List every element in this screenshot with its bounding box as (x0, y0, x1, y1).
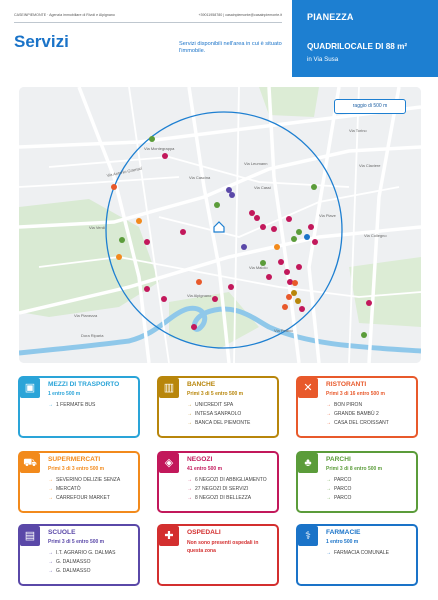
card-list-item (48, 485, 120, 494)
card-list-item (326, 485, 351, 494)
card-summary: 1 entro 500 m (48, 391, 81, 397)
card-title: FARMACIE (326, 529, 361, 536)
card-item-label: G. DALMASSO (56, 568, 91, 575)
card-summary: Primi 3 di 8 entro 500 m (326, 466, 383, 472)
card-list-item (326, 419, 389, 428)
card-list-item (48, 567, 115, 576)
card-list-item (187, 419, 250, 428)
service-card-ristoranti[interactable] (296, 376, 418, 438)
arrow-icon: → (48, 486, 53, 493)
service-card-farmacie[interactable] (296, 524, 418, 586)
arrow-icon: → (326, 402, 331, 408)
street-label: Via Collegno (364, 233, 387, 238)
card-list-item (187, 494, 267, 503)
service-card-supermercati[interactable] (18, 451, 140, 513)
school-icon: ▤ (20, 526, 40, 546)
card-item-label: 6 NEGOZI DI ABBIGLIAMENTO (195, 477, 267, 483)
card-item-label: PARCO (334, 495, 352, 502)
pharmacy-icon: ⚕ (298, 526, 318, 546)
card-item-list (326, 401, 389, 429)
service-card-negozi[interactable] (157, 451, 279, 513)
arrow-icon: → (48, 568, 53, 575)
bus-icon: ▣ (20, 378, 40, 398)
arrow-icon: → (48, 477, 53, 483)
card-item-label: PARCO (334, 477, 352, 483)
card-list-item (187, 476, 267, 485)
card-item-list (48, 549, 115, 577)
card-list-item (326, 401, 389, 410)
street-label: Via Cascina (189, 175, 211, 180)
arrow-icon: → (326, 486, 331, 493)
card-title: RISTORANTI (326, 381, 367, 388)
card-list-item (48, 494, 120, 503)
arrow-icon: → (326, 420, 331, 427)
street-label: Via Cassi (254, 185, 271, 190)
card-item-label: CASA DEL CROISSANT (334, 420, 389, 427)
street-label: Via Alpignano (187, 293, 212, 298)
card-item-label: 1 FERMATE BUS (56, 402, 96, 408)
park-icon: ♣ (298, 453, 318, 473)
card-title: SUPERMERCATI (48, 456, 101, 463)
card-item-label: BANCA DEL PIEMONTE (195, 420, 251, 427)
street-label: Via Torino (349, 128, 367, 133)
arrow-icon: → (48, 495, 53, 502)
card-summary: 1 entro 500 m (326, 539, 359, 545)
street-label: Via Pellico (274, 328, 293, 333)
street-label: Via Verdi (89, 225, 105, 230)
card-item-list (187, 476, 267, 504)
river-label: Dora Riparia (81, 333, 104, 338)
card-list-item (48, 476, 120, 485)
arrow-icon: → (326, 411, 331, 418)
card-item-label: BON PIRON (334, 402, 363, 408)
contact-line: +39011958780 | casainpiemonte@casainpiemonte.it (198, 13, 282, 17)
cart-icon: ⛟ (20, 453, 40, 473)
card-item-label: UNICREDIT SPA (195, 402, 234, 408)
card-item-list (326, 549, 389, 558)
page-title: Servizi (14, 32, 69, 51)
card-list-item (48, 558, 115, 567)
arrow-icon: → (187, 495, 192, 502)
card-item-list (48, 476, 120, 504)
hospital-icon: ✚ (159, 526, 179, 546)
service-card-parchi[interactable] (296, 451, 418, 513)
property-address: in Via Susa (307, 56, 339, 63)
card-item-list (48, 401, 95, 410)
card-list-item (326, 549, 389, 558)
card-list-item (187, 410, 250, 419)
card-item-label: G. DALMASSO (56, 559, 91, 566)
card-summary: Primi 3 di 16 entro 500 m (326, 391, 385, 397)
street-label: Via Antonio Gramsci (106, 165, 143, 178)
services-map[interactable] (19, 87, 421, 363)
card-list-item (187, 485, 267, 494)
card-item-list (326, 476, 351, 504)
card-summary: 41 entro 500 m (187, 466, 223, 472)
card-summary: Primi 3 di 5 entro 500 m (48, 539, 105, 545)
card-title: SCUOLE (48, 529, 76, 536)
street-label: Via Leumann (244, 161, 268, 166)
card-item-label: SEVERINO DELIZIE SENZA (56, 477, 121, 483)
card-list-item (187, 401, 250, 410)
agency-line: CASEINPIEMONTE · Agenzia immobiliare di Rivoli e Alpignano (14, 13, 115, 17)
service-card-banche[interactable] (157, 376, 279, 438)
property-type: QUADRILOCALE DI 88 m² (307, 42, 408, 51)
top-info-bar (14, 9, 282, 23)
radius-badge: raggio di 500 m (334, 99, 406, 114)
arrow-icon: → (187, 477, 192, 483)
street-label: Via Piave (319, 213, 336, 218)
card-item-list (187, 401, 250, 429)
property-header-box (292, 0, 438, 77)
card-item-label: 27 NEGOZI DI SERVIZI (195, 486, 249, 493)
service-card-ospedali[interactable] (157, 524, 279, 586)
street-label: Via Pianezza (74, 313, 98, 318)
arrow-icon: → (187, 411, 192, 418)
street-label: Via Maiolo (249, 265, 268, 270)
arrow-icon: → (187, 402, 192, 408)
card-title: OSPEDALI (187, 529, 221, 536)
property-city: PIANEZZA (307, 12, 354, 22)
card-item-label: PARCO (334, 486, 352, 493)
card-summary: Primi 3 di 5 entro 500 m (187, 391, 244, 397)
card-item-label: I.T. AGRARIO G. DALMAS (56, 550, 116, 556)
arrow-icon: → (187, 420, 192, 427)
arrow-icon: → (48, 550, 53, 556)
arrow-icon: → (187, 486, 192, 493)
page-subtitle: Servizi disponibili nell'area in cui è situato l'immobile. (179, 41, 282, 54)
card-list-item (326, 410, 389, 419)
card-list-item (48, 549, 115, 558)
arrow-icon: → (326, 495, 331, 502)
card-list-item (326, 476, 351, 485)
card-title: NEGOZI (187, 456, 213, 463)
card-item-label: FARMACIA COMUNALE (334, 550, 390, 556)
shop-icon: ◈ (159, 453, 179, 473)
street-label: Via Claviere (359, 163, 381, 168)
card-summary: Non sono presenti ospedali in questa zona (187, 540, 259, 554)
map-canvas (19, 87, 421, 363)
card-item-label: INTESA SANPAOLO (195, 411, 242, 418)
card-title: PARCHI (326, 456, 351, 463)
arrow-icon: → (48, 402, 53, 408)
card-list-item (48, 401, 95, 410)
card-item-label: CARREFOUR MARKET (56, 495, 110, 502)
card-item-label: MERCATÒ (56, 486, 81, 493)
service-card-scuole[interactable] (18, 524, 140, 586)
street-label: Via Montegrappa (144, 146, 175, 151)
card-summary: Primi 3 di 3 entro 500 m (48, 466, 105, 472)
arrow-icon: → (326, 477, 331, 483)
card-item-label: GRANDE BAMBÙ 2 (334, 411, 379, 418)
arrow-icon: → (48, 559, 53, 566)
card-list-item (326, 494, 351, 503)
card-title: BANCHE (187, 381, 216, 388)
card-title: MEZZI DI TRASPORTO (48, 381, 120, 388)
service-card-mezzi-di-trasporto[interactable] (18, 376, 140, 438)
restaurant-icon: ✕ (298, 378, 318, 398)
arrow-icon: → (326, 550, 331, 556)
card-item-label: 8 NEGOZI DI BELLEZZA (195, 495, 252, 502)
bank-icon: ▥ (159, 378, 179, 398)
